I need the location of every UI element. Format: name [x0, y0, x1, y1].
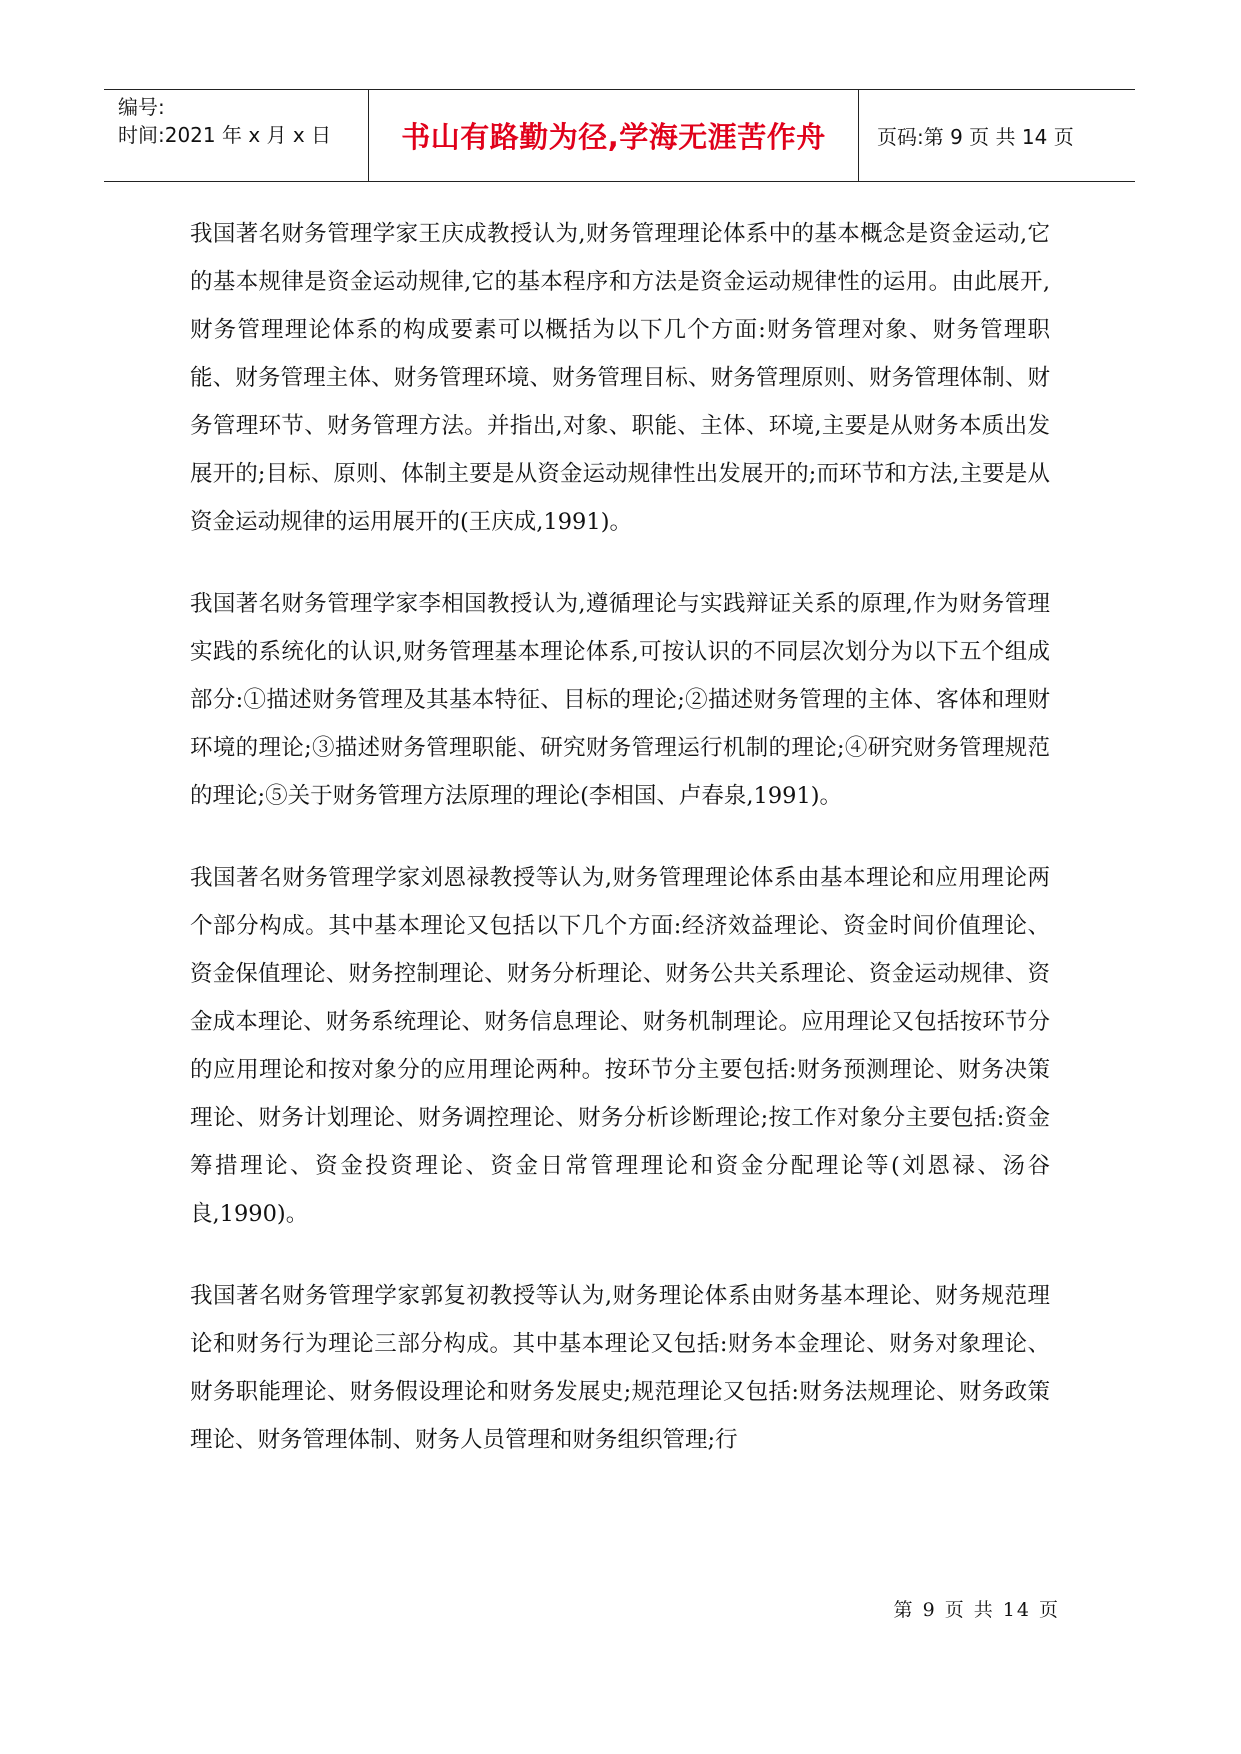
paragraph-li: 我国著名财务管理学家李相国教授认为,遵循理论与实践辩证关系的原理,作为财务管理实践的系统化的认识,财务管理基本理论体系,可按认识的不同层次划分为以下五个组成部分:①描述财务管理及其基本特征、目标的理论;②描述财务管理的主体、客体和理财环境的理论;③描述财务管理职能、研究财务管理运行机制的理论;④研究财务管理规范的理论;⑤关于财务管理方法原理的理论(李相国、卢春泉,1991)。: [190, 591, 1050, 809]
page-footer: 第 9 页 共 14 页: [893, 1599, 1060, 1621]
header-meta: [118, 90, 368, 181]
number-label: 编号:: [118, 95, 165, 119]
document-body: [190, 210, 1050, 1498]
motto: 书山有路勤为径,学海无涯苦作舟: [401, 120, 826, 154]
paragraph-wang: 我国著名财务管理学家王庆成教授认为,财务管理理论体系中的基本概念是资金运动,它的基本规律是资金运动规律,它的基本程序和方法是资金运动规律性的运用。由此展开,财务管理理论体系的构成要素可以概括为以下几个方面:财务管理对象、财务管理职能、财务管理主体、财务管理环境、财务管理目标、财务管理原则、财务管理体制、财务管理环节、财务管理方法。并指出,对象、职能、主体、环境,主要是从财务本质出发展开的;目标、原则、体制主要是从资金运动规律性出发展开的;而环节和方法,主要是从资金运动规律的运用展开的(王庆成,1991)。: [190, 221, 1050, 535]
page-number-label: 页码:第 9 页 共 14 页: [877, 125, 1074, 149]
header-motto-cell: [368, 90, 859, 181]
header-page-cell: [859, 90, 1135, 181]
paragraph-guo: 我国著名财务管理学家郭复初教授等认为,财务理论体系由财务基本理论、财务规范理论和财务行为理论三部分构成。其中基本理论又包括:财务本金理论、财务对象理论、财务职能理论、财务假设理论和财务发展史;规范理论又包括:财务法规理论、财务政策理论、财务管理体制、财务人员管理和财务组织管理;行: [190, 1283, 1050, 1453]
time-label: 时间:2021 年 x 月 x 日: [118, 123, 332, 147]
paragraph-liu: 我国著名财务管理学家刘恩禄教授等认为,财务管理理论体系由基本理论和应用理论两个部分构成。其中基本理论又包括以下几个方面:经济效益理论、资金时间价值理论、资金保值理论、财务控制理论、财务分析理论、财务公共关系理论、资金运动规律、资金成本理论、财务系统理论、财务信息理论、财务机制理论。应用理论又包括按环节分的应用理论和按对象分的应用理论两种。按环节分主要包括:财务预测理论、财务决策理论、财务计划理论、财务调控理论、财务分析诊断理论;按工作对象分主要包括:资金筹措理论、资金投资理论、资金日常管理理论和资金分配理论等(刘恩禄、汤谷良,1990)。: [190, 865, 1050, 1227]
page-header: [104, 89, 1135, 182]
